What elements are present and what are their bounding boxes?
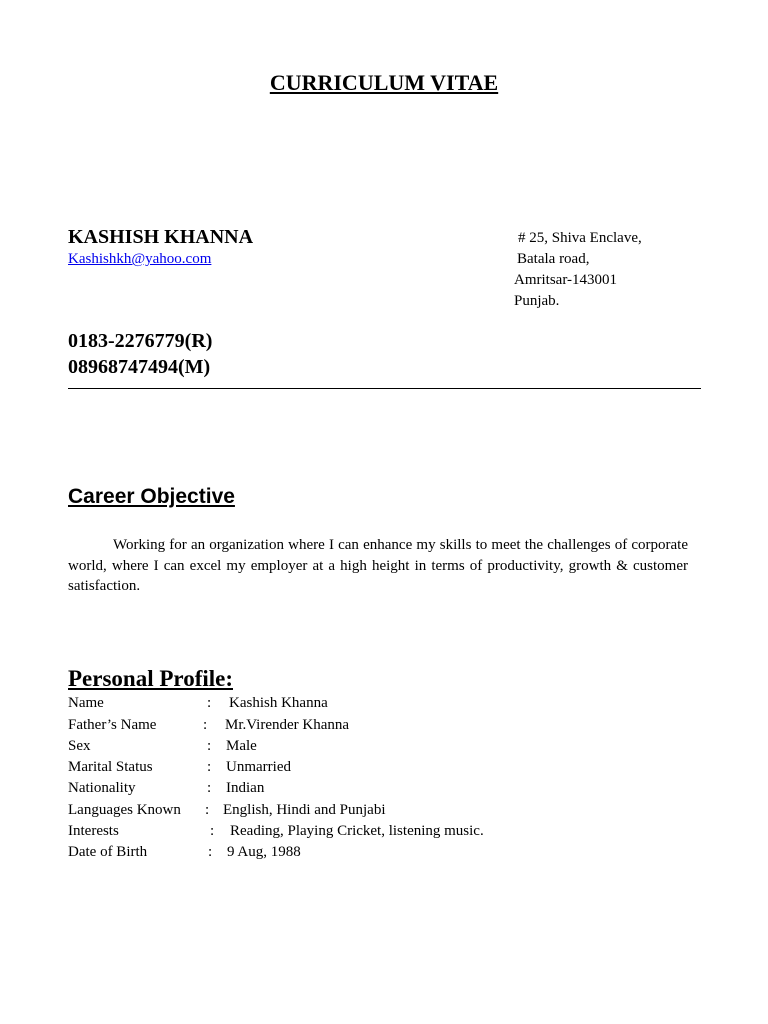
career-objective-heading: Career Objective	[68, 485, 235, 508]
profile-separator: :	[208, 844, 213, 860]
phone-residence: 0183-2276779(R)	[68, 330, 213, 352]
profile-value: Unmarried	[226, 759, 291, 775]
document-title: CURRICULUM VITAE	[269, 70, 499, 95]
address-line: Amritsar-143001	[514, 272, 618, 288]
profile-label: Languages Known	[68, 802, 181, 818]
profile-separator: :	[207, 759, 212, 775]
profile-label: Interests	[68, 823, 119, 839]
profile-separator: :	[205, 802, 210, 818]
profile-value: Reading, Playing Cricket, listening music.	[230, 823, 484, 839]
profile-label: Sex	[68, 738, 91, 754]
profile-separator: :	[207, 780, 212, 796]
address-line: Batala road,	[517, 251, 590, 267]
candidate-name: KASHISH KHANNA	[68, 226, 254, 248]
profile-label: Marital Status	[68, 759, 153, 775]
phone-mobile: 08968747494(M)	[68, 356, 211, 378]
profile-label: Date of Birth	[68, 844, 148, 860]
profile-label: Nationality	[68, 780, 136, 796]
profile-value: 9 Aug, 1988	[227, 844, 301, 860]
profile-separator: :	[210, 823, 215, 839]
profile-value: English, Hindi and Punjabi	[223, 802, 386, 818]
profile-label: Father’s Name	[68, 717, 157, 733]
personal-profile-heading: Personal Profile:	[68, 666, 233, 691]
career-objective-text: Working for an organization where I can enhance my skills to meet the challenges of corporate world, where I can excel my employer at a high height in terms of productivity, growth & customer satisfaction.	[68, 537, 688, 594]
horizontal-rule	[68, 388, 701, 389]
email-link[interactable]: Kashishkh@yahoo.com	[68, 251, 212, 267]
profile-value: Male	[226, 738, 257, 754]
profile-label: Name	[68, 695, 104, 711]
profile-separator: :	[203, 717, 208, 733]
address-line: # 25, Shiva Enclave,	[518, 230, 642, 246]
profile-value: Indian	[226, 780, 265, 796]
profile-separator: :	[207, 738, 212, 754]
profile-value: Kashish Khanna	[229, 695, 328, 711]
profile-value: Mr.Virender Khanna	[225, 717, 350, 733]
profile-separator: :	[207, 695, 212, 711]
address-line: Punjab.	[514, 293, 560, 309]
